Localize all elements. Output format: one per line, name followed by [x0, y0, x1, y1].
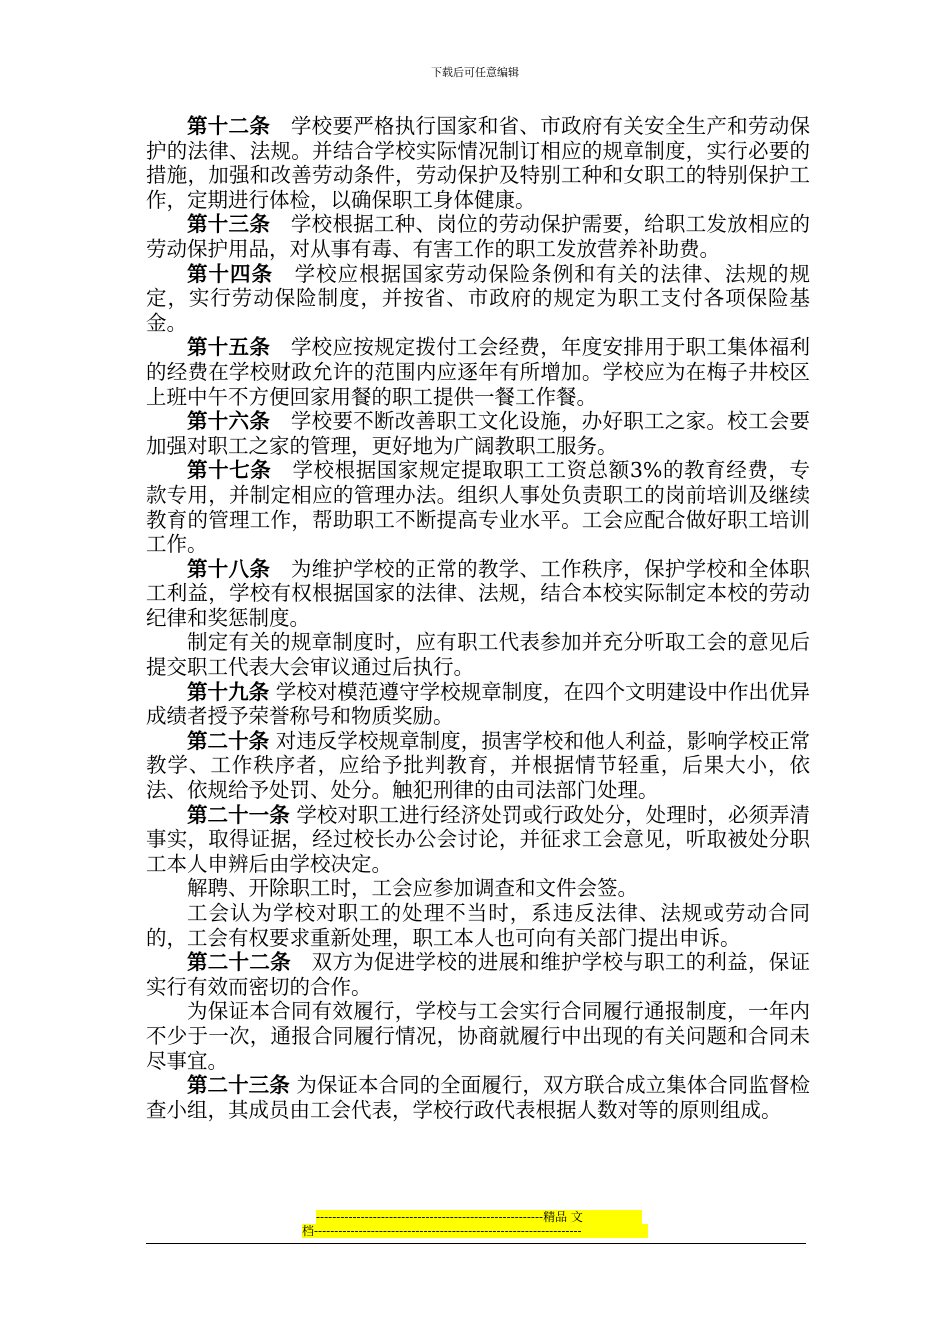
article-separator — [270, 114, 291, 138]
article-separator — [269, 680, 276, 704]
article-paragraph — [146, 803, 810, 877]
article-number: 第二十一条 — [187, 802, 290, 827]
article-separator — [270, 335, 291, 359]
article-paragraph — [146, 114, 810, 212]
article-text: 解聘、开除职工时，工会应参加调查和文件会签。 — [187, 876, 638, 901]
article-paragraph — [146, 212, 810, 261]
footer-banner — [302, 1210, 648, 1238]
article-paragraph — [146, 876, 810, 901]
article-paragraph — [146, 409, 810, 458]
article-text: 学校根据工种、岗位的劳动保护需要，给职工发放相应的劳动保护用品，对从事有毒、有害工作的职工发放营养补助费。 — [146, 212, 811, 261]
article-number: 第十五条 — [187, 335, 271, 360]
article-number: 第十六条 — [187, 409, 271, 434]
article-text: 学校要严格执行国家和省、市政府有关安全生产和劳动保护的法律、法规。并结合学校实际情况制订相应的规章制度，实行必要的措施，加强和改善劳动条件，劳动保护及特别工种和女职工的特别保护工作，定期进行体检，以确保职工身体健康。 — [146, 114, 811, 212]
article-text: 学校根据国家规定提取职工工资总额3%的教育经费，专款专用，并制定相应的管理办法。组织人事处负责职工的岗前培训及继续教育的管理工作，帮助职工不断提高专业水平。工会应配合做好职工培训工作。 — [146, 458, 811, 557]
article-number: 第十二条 — [187, 114, 271, 138]
article-paragraph — [146, 630, 810, 679]
article-text: 学校对职工进行经济处罚或行政处分，处理时，必须弄清事实，取得证据，经过校长办公会讨论，并征求工会意见，听取被处分职工本人申辨后由学校决定。 — [146, 802, 811, 876]
article-separator — [271, 458, 292, 482]
article-text: 学校要不断改善职工文化设施，办好职工之家。校工会要加强对职工之家的管理，更好地为广阔教职工服务。 — [146, 409, 811, 458]
article-separator — [270, 557, 291, 581]
article-number: 第二十三条 — [187, 1073, 290, 1098]
article-text: 学校应根据国家劳动保险条例和有关的法律、法规的规定，实行劳动保险制度，并按省、市政府的规定为职工支付各项保险基金。 — [146, 261, 811, 335]
article-number: 第十七条 — [187, 458, 272, 483]
article-paragraph — [146, 557, 810, 631]
article-number: 第十九条 — [187, 679, 270, 704]
article-separator — [291, 950, 312, 974]
article-paragraph — [146, 458, 810, 556]
article-paragraph — [146, 335, 810, 409]
footer-banner-line-2: 档------------------------------------------------------------------ — [302, 1224, 648, 1238]
article-paragraph — [146, 729, 810, 803]
article-text: 制定有关的规章制度时，应有职工代表参加并充分听取工会的意见后提交职工代表大会审议通过后执行。 — [146, 630, 810, 680]
article-separator — [273, 262, 295, 286]
article-paragraph — [146, 901, 810, 950]
article-paragraph — [146, 1073, 810, 1122]
article-separator — [270, 212, 291, 236]
download-watermark-header: 下载后可任意编辑 — [431, 66, 519, 79]
article-text: 为保证本合同有效履行，学校与工会实行合同履行通报制度，一年内不少于一次，通报合同履行情况，协商就履行中出现的有关问题和合同未尽事宜。 — [146, 999, 810, 1073]
article-text: 学校对模范遵守学校规章制度，在四个文明建设中作出优异成绩者授予荣誉称号和物质奖励。 — [146, 679, 811, 729]
article-number: 第二十条 — [187, 728, 270, 753]
footer-banner-line-1: --------------------------------------------------------精品 文 — [316, 1210, 642, 1224]
article-paragraph — [146, 999, 810, 1073]
article-paragraph — [146, 950, 810, 999]
footer-divider — [146, 1243, 806, 1244]
article-text: 为保证本合同的全面履行，双方联合成立集体合同监督检查小组，其成员由工会代表，学校行政代表根据人数对等的原则组成。 — [146, 1073, 811, 1122]
article-text: 学校应按规定拨付工会经费，年度安排用于职工集体福利的经费在学校财政允许的范围内应逐年有所增加。学校应为在梅子井校区上班中午不方便回家用餐的职工提供一餐工作餐。 — [146, 335, 811, 409]
article-text: 工会认为学校对职工的处理不当时，系违反法律、法规或劳动合同的，工会有权要求重新处理，职工本人也可向有关部门提出申诉。 — [146, 901, 810, 950]
article-paragraph — [146, 680, 810, 729]
article-number: 第十八条 — [187, 556, 271, 581]
article-number: 第十三条 — [187, 212, 271, 237]
contract-body — [146, 114, 810, 1122]
article-paragraph — [146, 262, 810, 336]
article-text: 为维护学校的正常的教学、工作秩序，保护学校和全体职工利益，学校有权根据国家的法律、法规，结合本校实际制定本校的劳动纪律和奖惩制度。 — [146, 556, 811, 630]
article-separator — [270, 409, 291, 433]
article-text: 对违反学校规章制度，损害学校和他人利益，影响学校正常教学、工作秩序者，应给予批判教育，并根据情节轻重，后果大小，依法、依规给予处罚、处分。触犯刑律的由司法部门处理。 — [146, 728, 811, 803]
article-separator — [269, 729, 276, 753]
article-number: 第十四条 — [187, 261, 274, 286]
article-text: 双方为促进学校的进展和维护学校与职工的利益，保证实行有效而密切的合作。 — [146, 950, 811, 999]
article-number: 第二十二条 — [187, 950, 291, 975]
